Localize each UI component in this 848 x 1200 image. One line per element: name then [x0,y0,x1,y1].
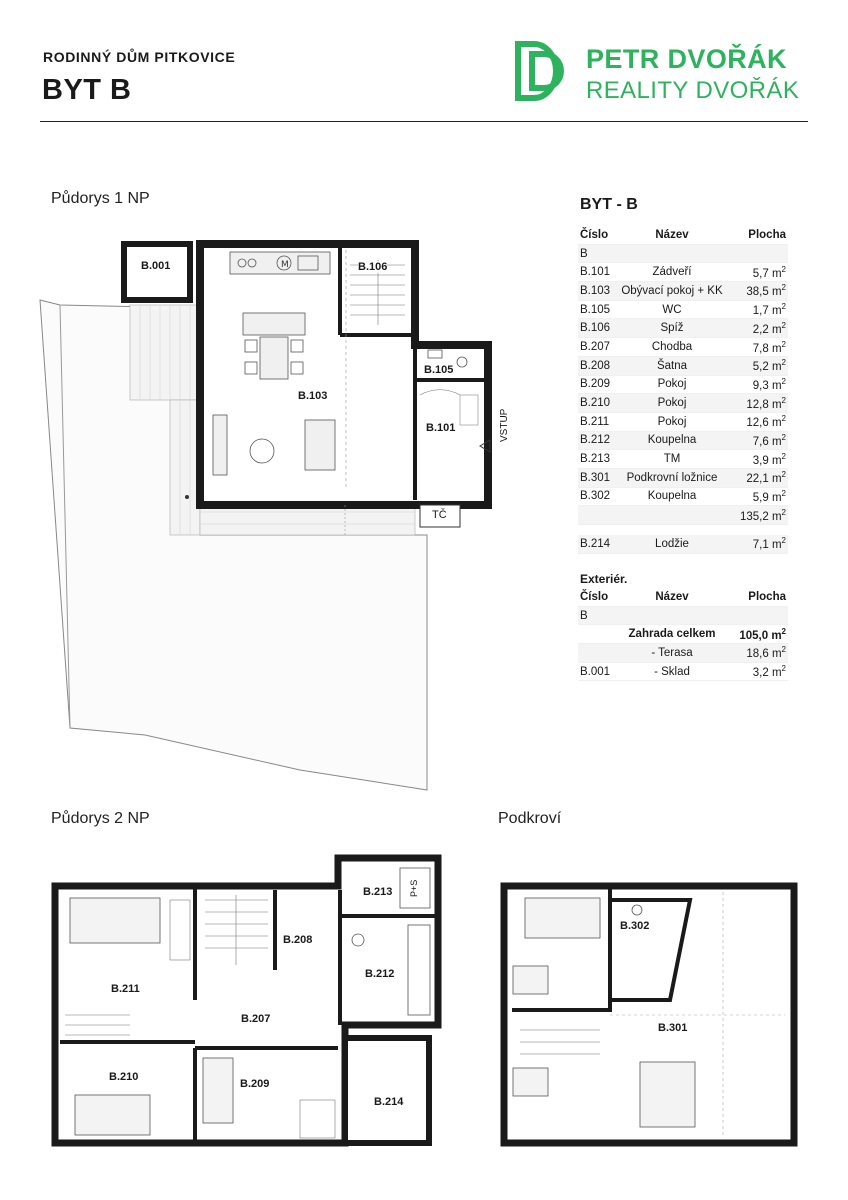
cell-number: B [580,247,588,260]
cell-number: B.209 [580,378,611,391]
cell-number: B.001 [580,665,611,678]
cell-number: B.106 [580,322,611,335]
cell-name: Koupelna [647,490,697,503]
cell-name: Pokoj [657,378,687,391]
table-row [578,535,788,554]
cell-name: WC [662,303,682,316]
cell-number: B.210 [580,397,611,410]
cell-name: - Terasa [651,646,693,659]
cell-name: Šatna [656,359,688,372]
cell-area: 9,3 $m^2$ [752,376,786,392]
area-table [578,226,788,554]
cell-area: 3,9 $m^2$ [752,451,786,467]
room-label: B.209 [240,1078,270,1090]
logo-agency: REALITY DVOŘÁK [586,77,800,104]
cell-area: 7,1 $m^2$ [752,536,786,552]
room-label: B.212 [365,968,395,980]
cell-area: 2,2 $m^2$ [752,320,786,336]
entrance-label: VSTUP [499,408,510,442]
room-label: B.211 [111,983,140,995]
cell-number: B [580,609,588,622]
floor2-label: Půdorys 2 NP [51,810,150,827]
cell-name: Lodžie [655,537,689,550]
room-label: B.001 [141,260,171,272]
cell-area: 7,8 $m^2$ [752,339,786,355]
cell-number: B.103 [580,284,611,297]
cell-number: B.212 [580,434,611,447]
cell-number: Číslo [580,228,609,241]
cell-number: B.105 [580,303,611,316]
room-label: B.301 [658,1022,688,1034]
room-label: B.103 [298,390,328,402]
table-row [578,245,788,264]
cell-name: Název [655,228,689,241]
unit-title: BYT B [42,74,132,106]
table-row [578,357,788,376]
cell-number: B.211 [580,415,610,428]
table-row [578,432,788,451]
cell-name: Podkrovní ložnice [626,471,718,484]
room-label: B.302 [620,920,650,932]
cell-name: Obývací pokoj + KK [621,284,723,297]
room-label: B.208 [283,934,313,946]
floor1-label: Půdorys 1 NP [51,190,150,207]
cell-name: Název [655,590,689,603]
room-label: B.207 [241,1013,271,1025]
table-row [578,301,788,320]
attic-label: Podkroví [498,810,562,827]
heat-pump-label: TČ [432,509,447,521]
cell-area: 3,2 $m^2$ [752,664,786,679]
table-row [578,488,788,507]
cell-name: Pokoj [657,397,687,410]
cell-area: Plocha [748,590,786,603]
cell-number: B.207 [580,340,611,353]
cell-name: Pokoj [657,415,687,428]
table-row [578,607,788,626]
table-row [578,319,788,338]
room-label: B.101 [426,422,456,434]
cell-number: B.301 [580,471,611,484]
cell-area: 105,0 $m^2$ [739,626,786,642]
area-table-title: BYT - B [580,196,638,213]
tag-label: P+S [409,879,419,897]
table-header-row [578,226,788,245]
room-label: B.106 [358,261,388,273]
cell-area: Plocha [748,228,786,241]
cell-area: 12,6 $m^2$ [746,414,786,430]
cell-number: B.302 [580,490,611,503]
cell-name: Koupelna [647,434,697,447]
table-row [578,644,788,663]
cell-name: Chodba [651,340,693,353]
room-label: B.213 [363,886,393,898]
cell-area: 5,9 $m^2$ [752,489,786,504]
room-label: B.210 [109,1071,139,1083]
cell-area: 38,5 $m^2$ [746,283,786,299]
cell-area: 135,2 $m^2$ [739,507,786,523]
table-row [578,506,788,525]
cell-name: Zahrada celkem [628,628,716,641]
cell-area: 22,1 $m^2$ [746,470,786,486]
exterior-table [578,588,788,681]
table-row [578,450,788,469]
cell-name: - Sklad [654,665,690,678]
project-subtitle: RODINNÝ DŮM PITKOVICE [43,49,236,65]
table-row [578,263,788,282]
table-row [578,376,788,395]
cell-area: 12,8 $m^2$ [746,395,786,411]
svg-text:M: M [281,260,289,270]
table-row [578,394,788,413]
table-row [578,282,788,301]
table-row [578,413,788,432]
room-label: B.105 [424,364,454,376]
cell-number: B.214 [580,537,611,550]
logo-name: PETR DVOŘÁK [586,44,787,74]
cell-area: 18,6 $m^2$ [746,645,786,661]
cell-area: 1,7 $m^2$ [752,302,786,317]
cell-name: Spíž [660,322,684,335]
cell-number: B.213 [580,453,611,466]
table-row [578,338,788,357]
table-row [578,469,788,488]
cell-number: B.208 [580,359,611,372]
cell-name: TM [663,453,681,466]
room-label: B.214 [374,1096,404,1108]
cell-name: Zádveří [652,266,692,279]
cell-area: 5,7 $m^2$ [752,264,786,280]
cell-area: 7,6 $m^2$ [752,432,786,448]
cell-area: 5,2 $m^2$ [752,358,786,374]
cell-number: Číslo [580,590,609,603]
table-header-row [578,588,788,607]
table-row [578,625,788,644]
cell-number: B.101 [580,266,611,279]
table-row [578,663,788,682]
exterior-title: Exteriér. [580,572,628,586]
